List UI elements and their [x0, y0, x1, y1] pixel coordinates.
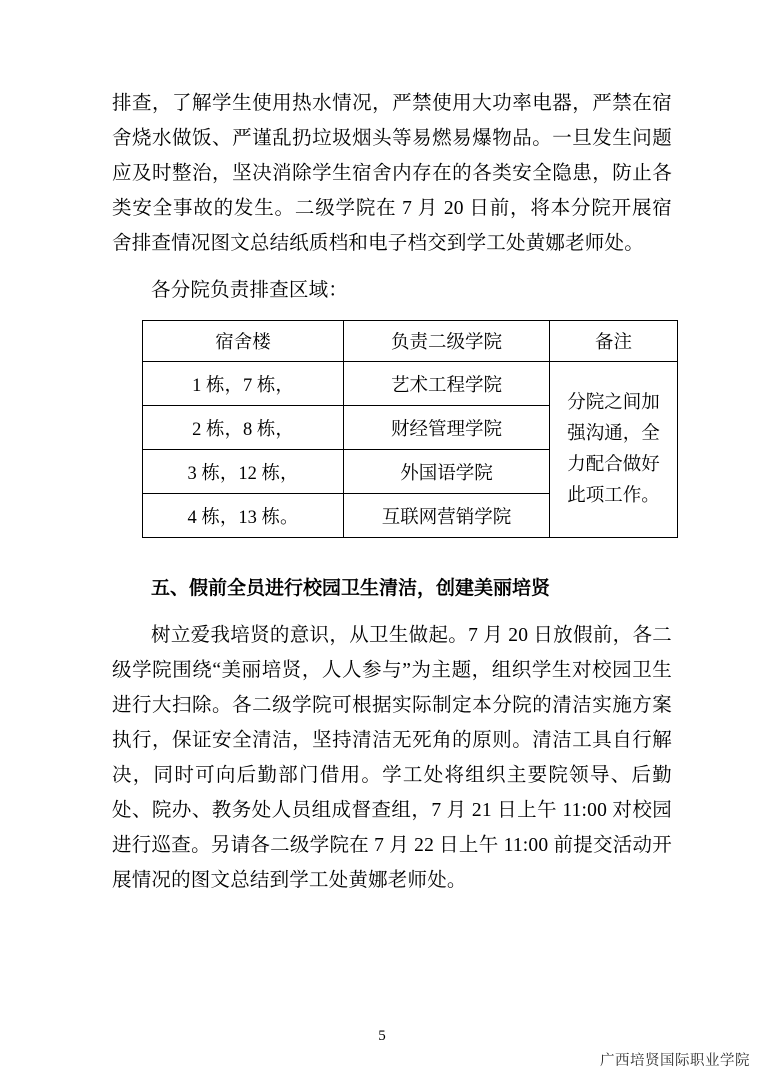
spacer — [112, 606, 672, 618]
table-header-building: 宿舍楼 — [143, 321, 344, 362]
dorm-allocation-table — [142, 320, 678, 538]
cell-college: 外国语学院 — [344, 450, 550, 494]
paragraph-continued: 排查，了解学生使用热水情况，严禁使用大功率电器，严禁在宿舍烧水做饭、严谨乱扔垃圾烟头等易燃易爆物品。一旦发生问题应及时整治，坚决消除学生宿舍内存在的各类安全隐患，防止各类安全事故的发生。二级学院在 7 月 20 日前，将本分院开展宿舍排查情况图文总结纸质档和电子档交到学工处黄娜老师处。 — [112, 93, 672, 254]
cell-college: 互联网营销学院 — [344, 494, 550, 538]
paragraph-section-five: 树立爱我培贤的意识，从卫生做起。7 月 20 日放假前，各二级学院围绕“美丽培贤，人人参与”为主题，组织学生对校园卫生进行大扫除。各二级学院可根据实际制定本分院的清洁实施方案执行，保证安全清洁，坚持清洁无死角的原则。清洁工具自行解决，同时可向后勤部门借用。学工处将组织主要院领导、后勤处、院办、教务处人员组成督查组，7 月 21 日上午 11:00 对校园进行巡查。另请各二级学院在 7 月 22 日上午 11:00 前提交活动开展情况的图文总结到学工处黄娜老师处。 — [112, 625, 672, 891]
table-row — [143, 362, 678, 406]
table-header-row — [143, 321, 678, 362]
spacer — [112, 261, 672, 273]
spacer — [112, 308, 672, 320]
footer-brand: 广西培贤国际职业学院 — [600, 1053, 750, 1069]
cell-building: 2 栋，8 栋， — [143, 406, 344, 450]
page-number: 5 — [378, 1028, 386, 1044]
cell-college: 财经管理学院 — [344, 406, 550, 450]
document-body — [112, 86, 672, 898]
cell-building: 4 栋，13 栋。 — [143, 494, 344, 538]
cell-college: 艺术工程学院 — [344, 362, 550, 406]
section-heading-five: 五、假前全员进行校园卫生清洁，创建美丽培贤 — [151, 578, 551, 599]
spacer — [112, 538, 672, 572]
cell-building: 3 栋，12 栋， — [143, 450, 344, 494]
table-header-college: 负责二级学院 — [344, 321, 550, 362]
cell-building: 1 栋，7 栋， — [143, 362, 344, 406]
cell-note: 分院之间加强沟通，全力配合做好此项工作。 — [550, 362, 678, 538]
table-header-note: 备注 — [550, 321, 678, 362]
table-intro-text: 各分院负责排查区域： — [151, 280, 349, 301]
